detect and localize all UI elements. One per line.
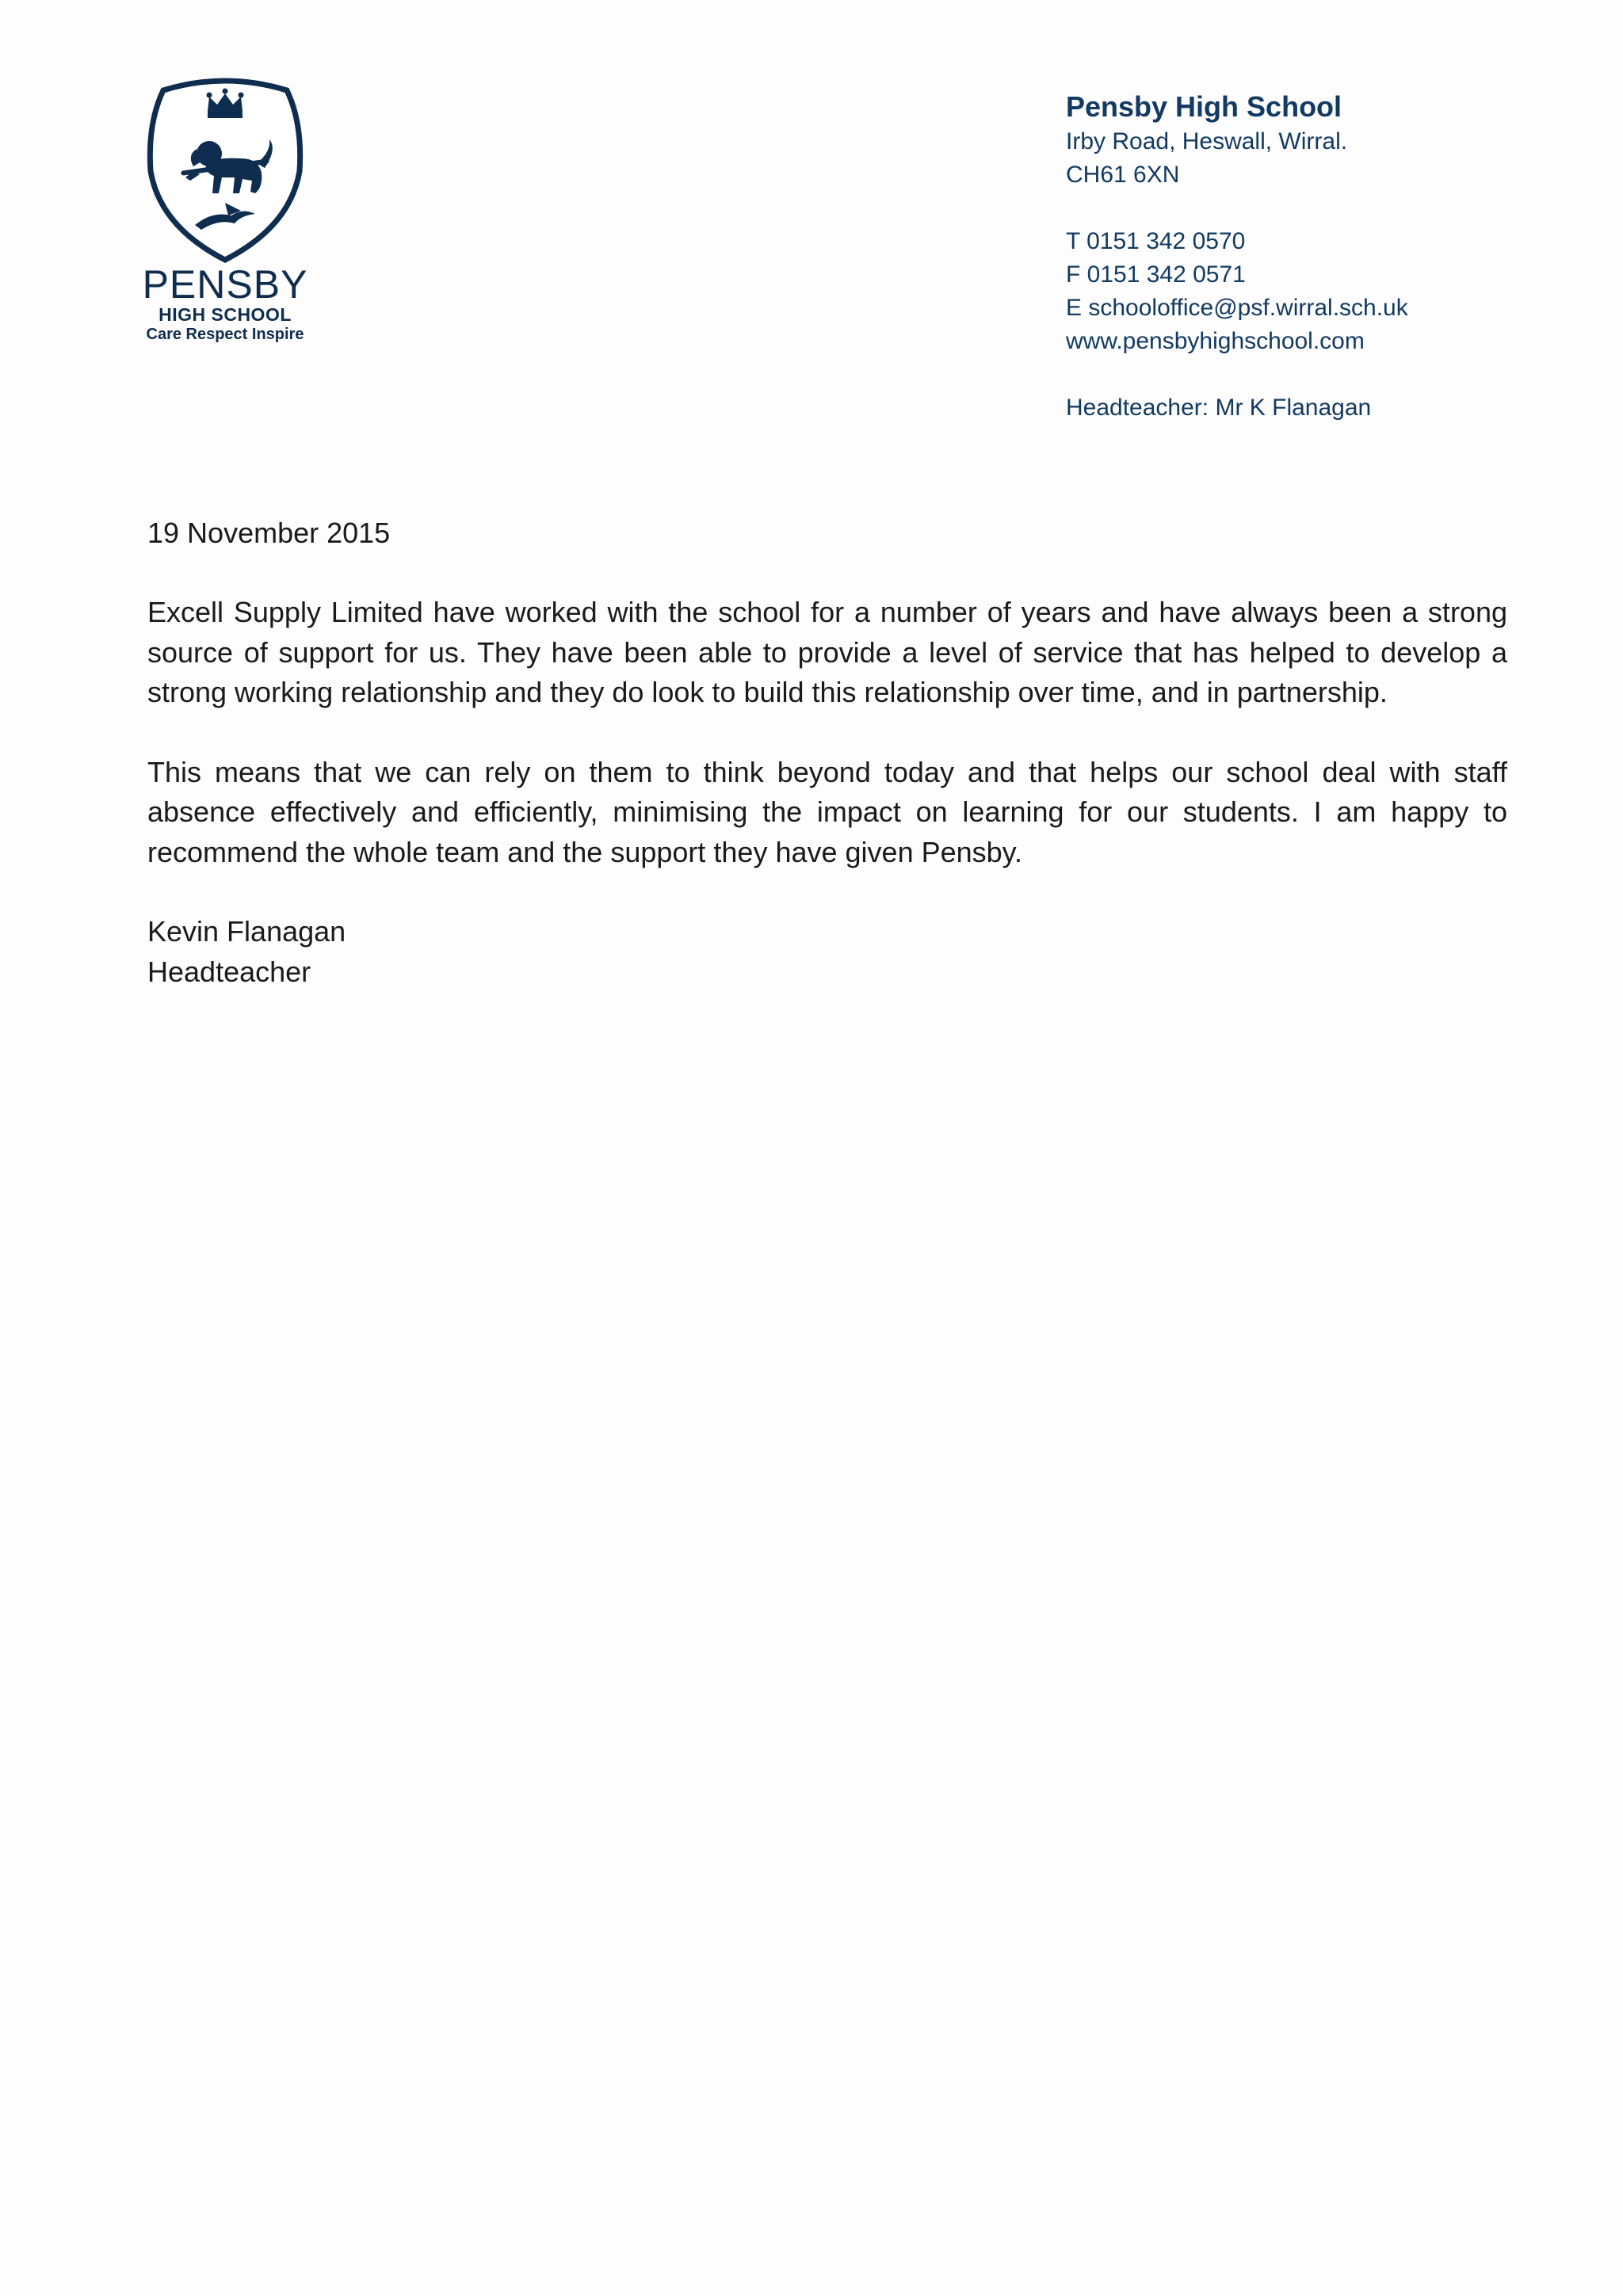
logo-subtitle: HIGH SCHOOL	[158, 304, 292, 325]
letter-date: 19 November 2015	[147, 517, 391, 549]
school-name: Pensby High School	[1066, 90, 1342, 123]
signature-title: Headteacher	[147, 955, 311, 988]
school-crest-icon	[146, 76, 304, 265]
signature-name: Kevin Flanagan	[147, 915, 346, 948]
letter-paragraph: This means that we can rely on them to think beyond today and that helps our school deal with staff absence effectively and efficiently, minimising the impact on learning for our students. I am happy to recommend the whole team and the support they have given Pensby.	[147, 755, 1507, 868]
letter-paragraph: Excell Supply Limited have worked with the school for a number of years and have always been a strong source of support for us. They have been able to provide a level of service that has helped to develop a strong working relationship and they do look to build this relationship over time, and in partnership.	[147, 596, 1507, 708]
fax-number: F 0151 342 0571	[1066, 261, 1246, 288]
logo-motto: Care Respect Inspire	[146, 326, 304, 343]
phone-number: T 0151 342 0570	[1066, 228, 1246, 254]
letter-body	[147, 513, 1507, 992]
address-postcode: CH61 6XN	[1066, 162, 1180, 188]
website-address: www.pensbyhighschool.com	[1066, 328, 1365, 354]
spacer	[1066, 358, 1408, 391]
school-logo	[133, 76, 317, 344]
headteacher-line: Headteacher: Mr K Flanagan	[1066, 395, 1372, 421]
spacer	[1066, 192, 1408, 225]
address-street: Irby Road, Heswall, Wirral.	[1066, 128, 1348, 154]
logo-wordmark: PENSBY	[142, 262, 308, 307]
email-address: E schooloffice@psf.wirral.sch.uk	[1066, 295, 1408, 321]
signature-block	[147, 912, 1507, 992]
school-address-block	[1066, 89, 1408, 425]
